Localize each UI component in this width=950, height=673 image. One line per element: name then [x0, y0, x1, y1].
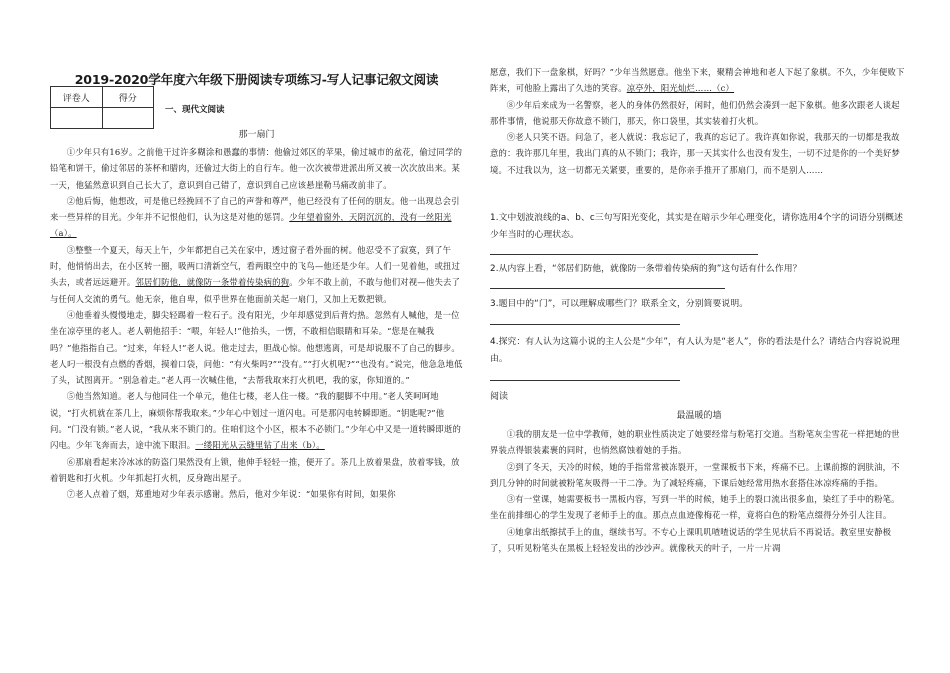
- passage2-paragraph-2: ②到了冬天，天冷的时候，她的手指常常被冻裂开，一堂课板书下来，疼痛不已。上课前擦的润肤油，不到几分钟的时间就被粉笔灰吸得一干二净。为了减轻疼痛，下课后她经常用热水套搭住冰凉疼痛的手指。: [490, 461, 900, 488]
- score-header: 得分: [102, 87, 154, 108]
- right-column: [490, 0, 908, 673]
- paragraph-4: ④他垂着头慢慢地走，脚尖轻踢着一粒石子。没有阳光，少年却感觉到后背灼热。忽然有人喊他，是一位坐在凉亭里的老人。老人朝他招手：“喂，年轻人!”他抬头，一愣，不敢相信眼睛和耳朵。“您是在喊我吗？”他指指自己。“过来，年轻人!”老人说。他走过去，胆战心惊。他想逃离，可是却说服不了自己的脚步。老人叼一根没有点燃的香烟，摸着口袋，问他：“有火柴吗?”“没有。”“打火机呢?”“也没有。”说完，他急急地低了头，试图离开。“别急着走。”老人再一次喊住他，“去帮我取来打火机吧，我的家，你知道的。”: [50, 309, 463, 386]
- paragraph-6: ⑥那扇看起来冷冰冰的防盗门果然没有上锁，他伸手轻轻一推，便开了。茶几上放着果盘，放着零钱，放着钥匙和打火机。少年抓起打火机，反身跑出屋子。: [50, 456, 460, 483]
- score-table: [50, 86, 154, 129]
- left-column: [50, 0, 463, 673]
- question-4: 4.探究：有人认为这篇小说的主人公是“少年”，有人认为是“老人”，你的看法是什么？请结合内容说说理由。: [490, 337, 900, 364]
- passage-body: [50, 144, 463, 503]
- score-cell[interactable]: [102, 108, 154, 129]
- paragraph-9: ⑨老人只笑不语。问急了，老人就说：我忘记了，我真的忘记了。我许真如你说，我那天的一切都是我故意的：我许那几年里，我出门真的从不锁门；我许，那一天其实什么也没有发生，一切不过是你的一个美好梦境。不过我以为，这一切都无关紧要，重要的，是你亲手推开了那扇门，而不是别人……: [490, 132, 901, 175]
- paragraph-8: ⑧少年后来成为一名警察，老人的身体仍然很好，闲时，他们仍然会凑到一起下象棋。他多次跟老人谈起那件事情，他说那天你故意不锁门，那天，你口袋里，其实装着打火机。: [490, 99, 900, 126]
- answer-line-2[interactable]: [490, 288, 725, 289]
- answer-line-3[interactable]: [490, 324, 680, 325]
- passage-title: 那一扇门: [238, 130, 275, 140]
- answer-line-4[interactable]: [490, 380, 680, 381]
- underlined-sentence: 邻居们防他，就像防一条带着传染病的狗: [135, 277, 290, 288]
- passage2-body: [490, 426, 908, 556]
- paragraph-2: ②他后悔，他想改，可是他已经挽回不了自己的声誉和尊严，他已经没有了任何的朋友。他一出现总会引来一些异样的目光。少年并不记恨他们，认为这是对他的惩罚。少年望着窗外，天阴沉沉的，没有一丝阳光（a）。: [50, 195, 460, 239]
- section-heading: 一、现代文阅读: [165, 105, 225, 115]
- paragraph-5: ⑤他当然知道。老人与他同住一个单元，他住七楼，老人住一楼。“我的腿脚不中用。”老人笑呵呵地说，“打火机就在茶几上，麻烦你帮我取来。”少年心中划过一道闪电。可是那闪电转瞬即逝。“钥匙呢?”他问。“门没有锁。”老人说，“我从来不锁门的。住咱们这个小区，根本不必锁门。”少年心中又是一道转瞬即逝的闪电。少年飞奔而去，途中流下眼泪。一缕阳光从云缝里钻了出来（b）。: [50, 391, 462, 451]
- wavy-line-c: 凉亭外，阳光灿烂……（c）: [626, 83, 735, 94]
- reviewer-cell[interactable]: [51, 108, 103, 129]
- page-title: 2019-2020学年度六年级下册阅读专项练习-写人记事记叙文阅读: [74, 72, 439, 87]
- answer-line-1[interactable]: [490, 254, 758, 255]
- question-3: 3.题目中的“门”，可以理解成哪些门？联系全文，分别简要说明。: [490, 299, 749, 309]
- paragraph-1: ①少年只有16岁。之前他干过许多糊涂和愚蠢的事情：他偷过郊区的苹果，偷过城市的盆花，偷过同学的铅笔和饼干，偷过邻居的茶杯和腊肉，还偷过大街上的自行车。他一次次被带进派出所又被一次次放出来。某一天，他猛然意识到自己长大了，意识到自己错了，意识到自己应该悬崖勒马痛改前非了。: [50, 147, 463, 190]
- passage2-paragraph-3: ③有一堂课，她需要板书一黑板内容，写到一半的时候，她手上的裂口流出很多血，染红了手中的粉笔。坐在前排细心的学生发现了老师手上的血。那点点血迹像梅花一样，竟将白色的粉笔点缀得分外引人注目。: [490, 494, 900, 521]
- passage2-paragraph-4: ④她拿出纸擦拭手上的血，继续书写。不专心上课叽叽喳喳说话的学生见状后不再说话。教室里安静极了，只听见粉笔头在黑板上轻轻发出的沙沙声。就像秋天的叶子，一片一片凋: [490, 526, 892, 554]
- wavy-line-b: 一缕阳光从云缝里钻了出来（b）。: [195, 440, 325, 451]
- passage2-paragraph-1: ①我的朋友是一位中学教师，她的职业性质决定了她要经常与粉笔打交道。当粉笔灰尘雪花一样把她的世界装点得银装素裹的同时，也悄然腐蚀着她的手指。: [490, 429, 900, 456]
- passage-continued: [490, 64, 908, 178]
- question-1: 1.文中划波浪线的a、b、c三句写阳光变化，其实是在暗示少年心理变化，请你选用4个字的词语分别概述少年当时的心理状态。: [490, 213, 903, 240]
- paragraph-7-cont: 愿意，我们下一盘象棋，好吗？”少年当然愿意。他坐下来，聚精会神地和老人下起了象棋。不久，少年便败下阵来，可他脸上露出了久违的笑容。凉亭外，阳光灿烂……（c）: [490, 67, 905, 94]
- paragraph-7: ⑦老人点着了烟，郑重地对少年表示感谢。然后，他对少年说：“如果你有时间，如果你: [66, 489, 396, 500]
- wavy-line-a: 少年望着窗外，天阴沉沉的，没有一丝阳光（a）。: [50, 212, 452, 239]
- reviewer-header: 评卷人: [51, 87, 103, 108]
- passage2-title: 最温暖的墙: [676, 411, 722, 421]
- question-2: 2.从内容上看，“邻居们防他，就像防一条带着传染病的狗”这句话有什么作用？: [490, 264, 802, 274]
- paragraph-3: ③整整一个夏天，每天上午，少年都把自己关在家中，透过窗子看外面的树。他忍受不了寂寞，到了午时，他悄悄出去，在小区转一圈，吸两口清新空气，看两眼空中的飞鸟—他还是少年。人们一见着他，或扭过头去，或者远远避开。邻居们防他，就像防一条带着传染病的狗。少年不敢上前，不敢与他们对视—他失去了与任何人交流的勇气。他无奈，他自卑，似乎世界在他面前关起一扇门，又加上无数把锁。: [50, 244, 461, 304]
- reading-label: 阅读: [490, 392, 509, 402]
